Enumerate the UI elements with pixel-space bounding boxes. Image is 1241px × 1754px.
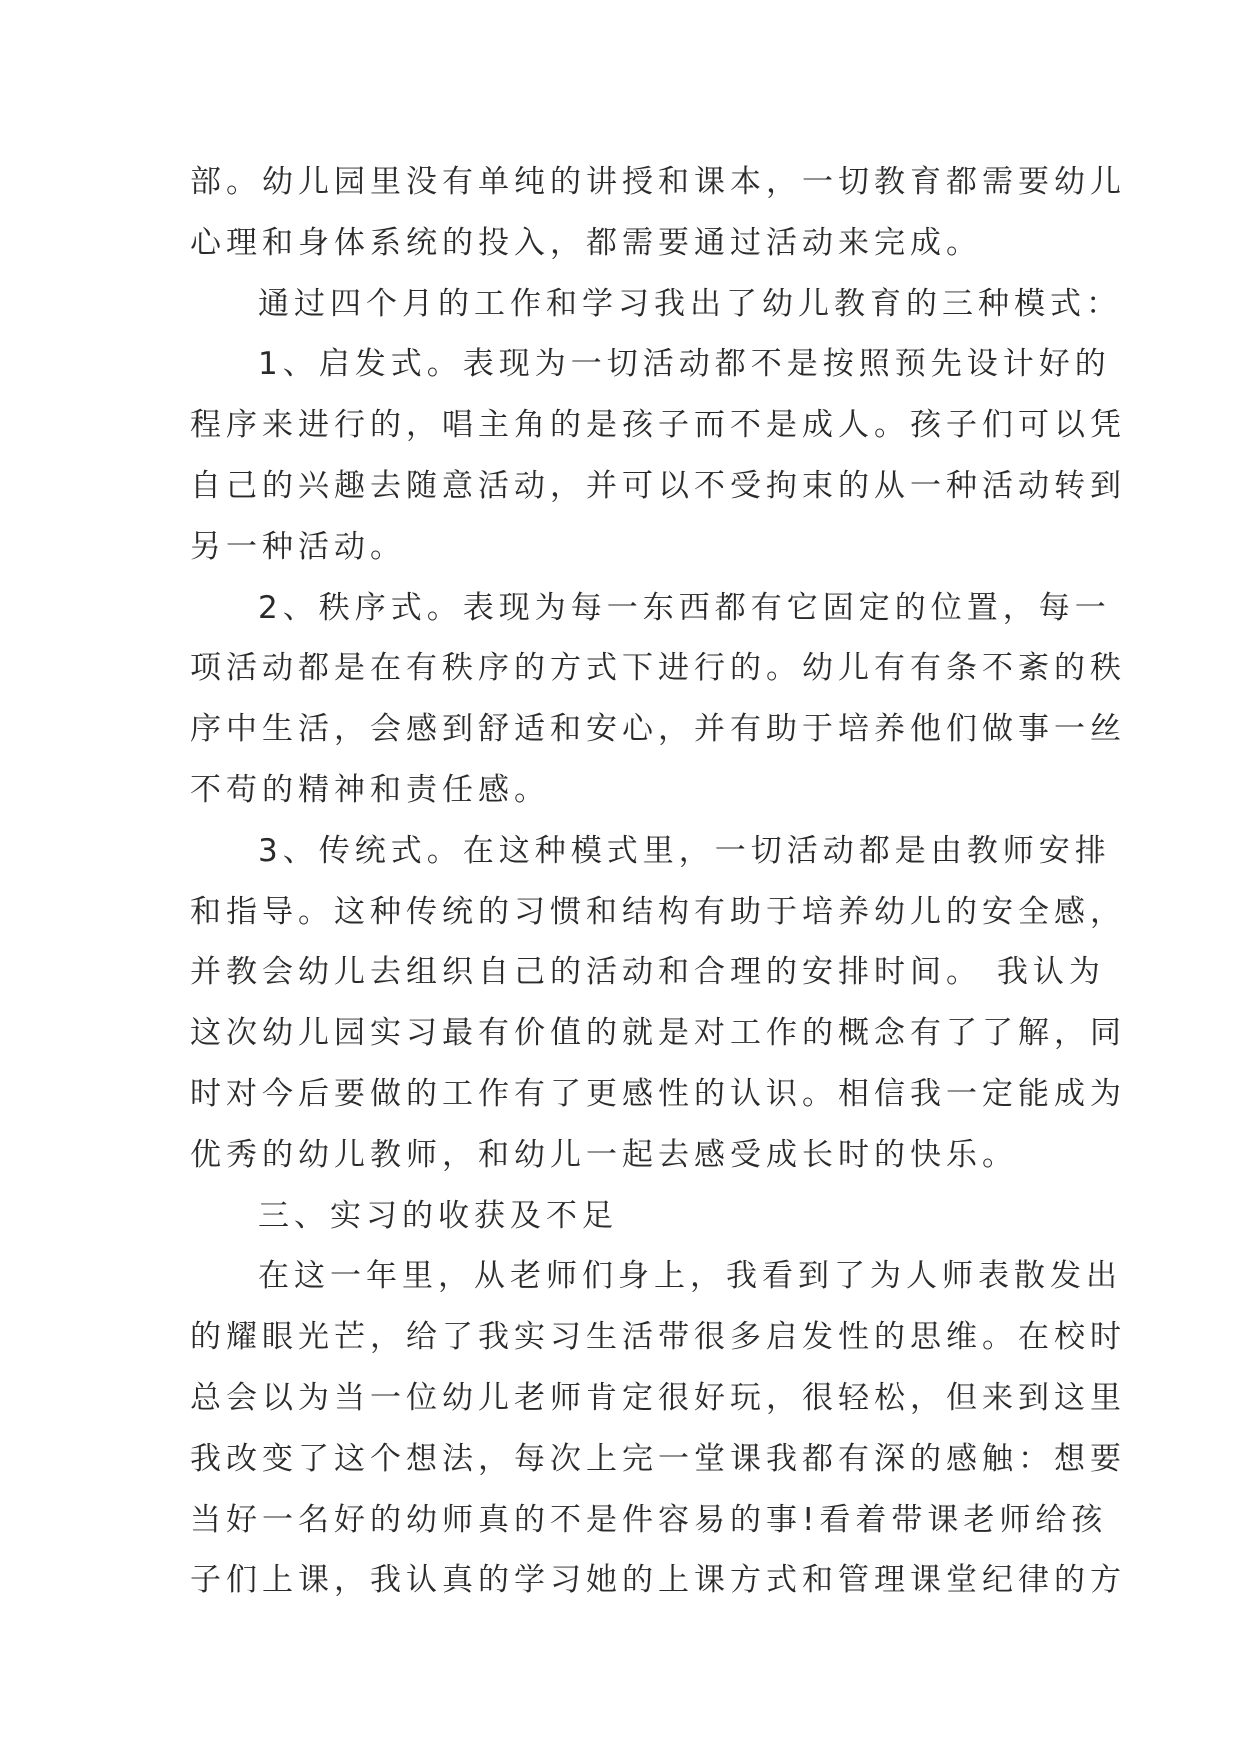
text-line-12: 3、传统式。在这种模式里，一切活动都是由教师安排 bbox=[258, 832, 1111, 869]
text-line-9: 项活动都是在有秩序的方式下进行的。幼儿有有条不紊的秩 bbox=[190, 650, 1126, 687]
text-line-14: 并教会幼儿去组织自己的活动和合理的安排时间。 我认为 bbox=[190, 954, 1105, 991]
text-line-6: 自己的兴趣去随意活动，并可以不受拘束的从一种活动转到 bbox=[190, 467, 1126, 504]
text-line-4: 1、启发式。表现为一切活动都不是按照预先设计好的 bbox=[258, 346, 1111, 383]
text-line-15: 这次幼儿园实习最有价值的就是对工作的概念有了了解，同 bbox=[190, 1015, 1126, 1052]
text-line-5: 程序来进行的，唱主角的是孩子而不是成人。孩子们可以凭 bbox=[190, 407, 1126, 444]
text-line-19: 在这一年里，从老师们身上，我看到了为人师表散发出 bbox=[258, 1258, 1122, 1295]
text-line-1: 部。幼儿园里没有单纯的讲授和课本，一切教育都需要幼儿 bbox=[190, 164, 1126, 200]
text-line-20: 的耀眼光芒，给了我实习生活带很多启发性的思维。在校时 bbox=[190, 1319, 1126, 1356]
text-line-2: 心理和身体系统的投入，都需要通过活动来完成。 bbox=[190, 224, 982, 261]
text-line-7: 另一种活动。 bbox=[190, 528, 406, 565]
document-body bbox=[190, 152, 1126, 1611]
text-line-21: 总会以为当一位幼儿老师肯定很好玩，很轻松，但来到这里 bbox=[190, 1379, 1126, 1416]
text-line-3: 通过四个月的工作和学习我出了幼儿教育的三种模式： bbox=[258, 285, 1122, 322]
text-line-10: 序中生活，会感到舒适和安心，并有助于培养他们做事一丝 bbox=[190, 711, 1126, 748]
text-line-16: 时对今后要做的工作有了更感性的认识。相信我一定能成为 bbox=[190, 1075, 1126, 1112]
text-line-24: 子们上课，我认真的学习她的上课方式和管理课堂纪律的方 bbox=[190, 1562, 1126, 1599]
text-line-23: 当好一名好的幼师真的不是件容易的事!看着带课老师给孩 bbox=[190, 1501, 1108, 1538]
text-line-11: 不苟的精神和责任感。 bbox=[190, 771, 550, 808]
section-heading: 三、实习的收获及不足 bbox=[258, 1197, 618, 1234]
text-line-8: 2、秩序式。表现为每一东西都有它固定的位置，每一 bbox=[258, 589, 1111, 626]
text-line-17: 优秀的幼儿教师，和幼儿一起去感受成长时的快乐。 bbox=[190, 1136, 1018, 1173]
text-line-13: 和指导。这种传统的习惯和结构有助于培养幼儿的安全感， bbox=[190, 893, 1126, 930]
text-line-22: 我改变了这个想法，每次上完一堂课我都有深的感触：想要 bbox=[190, 1440, 1126, 1477]
